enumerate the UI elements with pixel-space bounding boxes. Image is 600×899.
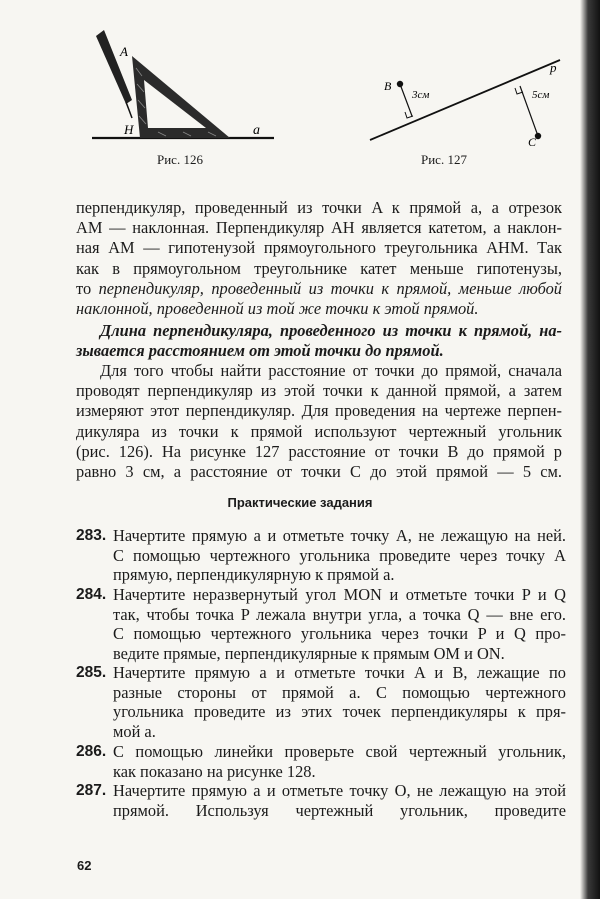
paragraph-hypotenuse <box>76 198 562 319</box>
caption-127: Рис. 127 <box>421 152 467 167</box>
task-line: ведите прямые, перпендикулярные к прямым OM и ON. <box>113 643 505 663</box>
task-line: Начертите прямую a и отметьте точки A и B, лежащие по <box>113 663 566 682</box>
task-line: так, чтобы точка P лежала внутри угла, а точка Q — вне его. <box>113 604 566 624</box>
task-line: С помощью линейки проверьте свой чертежный угольник, <box>113 742 566 761</box>
task-number: 286. <box>76 743 107 760</box>
task-284 <box>76 585 566 663</box>
paragraph-method <box>76 361 562 482</box>
text-line: зывается расстоянием от этой точки до прямой. <box>76 341 444 361</box>
task-line: Начертите прямую a и отметьте точку A, не лежащую на ней. <box>113 526 566 545</box>
section-heading: Практические задания <box>227 495 373 510</box>
task-number: 285. <box>76 664 107 681</box>
task-number: 283. <box>76 527 107 544</box>
text-line: равно 3 см, а расстояние от точки C до этой прямой — 5 см. <box>76 462 562 482</box>
label-H: H <box>124 122 134 137</box>
task-287 <box>76 781 566 820</box>
caption-126: Рис. 126 <box>157 152 203 167</box>
text-line: Длина перпендикуляра, проведенного из точки к прямой, на- <box>100 321 562 340</box>
text-line: (рис. 126). На рисунке 127 расстояние от точки B до прямой p <box>76 441 562 461</box>
task-line: угольника проведите из этих точек перпендикуляры к пря- <box>113 702 566 721</box>
task-line: прямой. Используя чертежный угольник, проведите <box>113 800 566 820</box>
label-B: B <box>384 79 392 93</box>
text-line: AM — наклонная. Перпендикуляр AH является катетом, а наклон- <box>76 218 562 238</box>
task-283 <box>76 526 566 585</box>
task-line: С помощью чертежного угольника через точки P и Q про- <box>113 624 566 643</box>
text-line: дикуляра из точки к прямой используют чертежный угольник <box>76 421 562 441</box>
text-line: то перпендикуляр, проведенный из точки к прямой, меньше любой <box>76 278 562 298</box>
text-line: как в прямоугольном треугольнике катет меньше гипотенузы, <box>76 258 562 278</box>
distance-C: 5см <box>532 89 550 101</box>
italic-statement: перпендикуляр, проведенный из точки к прямой, меньше любой <box>98 278 562 298</box>
task-line: С помощью чертежного угольника проведите через точку A <box>113 545 566 565</box>
label-a: a <box>253 123 260 138</box>
task-line: мой a. <box>113 721 156 741</box>
task-285 <box>76 663 566 741</box>
pencil <box>96 30 132 104</box>
distance-B: 3см <box>412 89 430 101</box>
task-line: прямую, перпендикулярную к прямой a. <box>113 565 395 584</box>
label-A: A <box>120 44 128 59</box>
task-line: Начертите неразвернутый угол MON и отметьте точки P и Q <box>113 585 566 604</box>
text-line: ная AM — гипотенузой прямоугольного треугольника AHM. Так <box>76 238 562 258</box>
page-number: 62 <box>77 858 92 873</box>
task-line: Начертите прямую a и отметьте точку O, не лежащую на этой <box>113 781 566 800</box>
task-286 <box>76 742 566 781</box>
text-line: измеряют этот перпендикуляр. Для проведения на чертеже перпен- <box>76 401 562 421</box>
figure-126 <box>88 28 278 146</box>
task-line: как показано на рисунке 128. <box>113 761 316 781</box>
text-line: Для того чтобы найти расстояние от точки до прямой, сначала <box>100 361 562 380</box>
label-p: p <box>550 60 557 75</box>
binding-shadow <box>580 0 600 899</box>
task-number: 287. <box>76 782 107 799</box>
definition-distance <box>76 321 562 361</box>
task-number: 284. <box>76 586 107 603</box>
task-line: разные стороны от прямой a. С помощью чертежного <box>113 682 566 702</box>
text-line: проводят перпендикуляр из этой точки к данной прямой, а затем <box>76 381 562 401</box>
label-C: C <box>528 135 537 149</box>
figure-127 <box>360 50 570 150</box>
text-line: перпендикуляр, проведенный из точки A к прямой a, а отрезок <box>76 198 562 217</box>
text-line: наклонной, проведенной из той же точки к этой прямой. <box>76 299 479 319</box>
